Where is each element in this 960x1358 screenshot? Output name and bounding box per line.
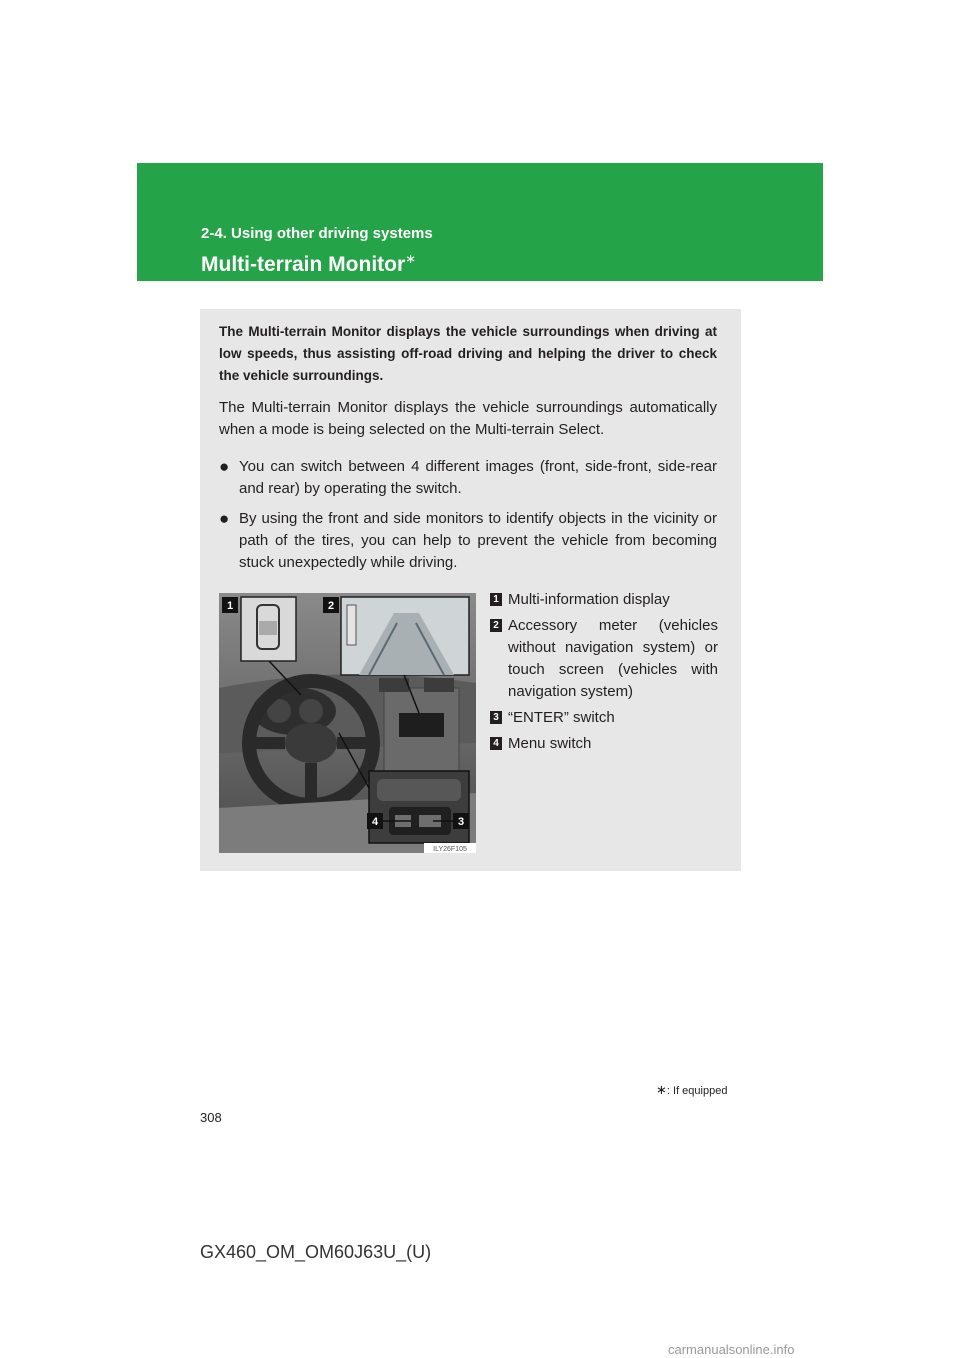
- figure-legend: [490, 589, 718, 759]
- footnote: [656, 1082, 727, 1098]
- callout-4-label: 4: [371, 816, 379, 828]
- body-paragraph: The Multi-terrain Monitor displays the vehicle surroundings automatically when a mode is being selected on the Multi-terrain Select.: [219, 399, 717, 438]
- header-band: [137, 163, 823, 281]
- callout-2-label: 2: [327, 600, 335, 612]
- footnote-asterisk: ∗: [656, 1082, 667, 1097]
- bullet-item: [219, 456, 717, 500]
- callout-3-label: 3: [457, 816, 465, 828]
- footnote-text: : If equipped: [666, 1085, 728, 1097]
- callout-1-label: 1: [226, 600, 234, 612]
- dashboard-illustration: [219, 593, 476, 853]
- title-asterisk: ∗: [405, 251, 417, 266]
- bullet-text: You can switch between 4 different images (front, side-front, side-rear and rear) by operating the switch.: [239, 458, 717, 497]
- legend-number: 4: [490, 737, 502, 750]
- document-code: GX460_OM_OM60J63U_(U): [200, 1242, 432, 1262]
- figure-code: ILY26F105: [433, 846, 467, 853]
- bullet-item: [219, 508, 717, 574]
- legend-label: Menu switch: [508, 735, 592, 752]
- bullet-dot-icon: ●: [219, 457, 230, 476]
- bullet-text: By using the front and side monitors to identify objects in the vicinity or path of the tires, you can help to prevent the vehicle from becoming stuck unexpectedly while driving.: [239, 510, 717, 571]
- page-title-text: Multi-terrain Monitor: [201, 253, 406, 276]
- legend-number: 2: [490, 619, 502, 632]
- legend-item: [490, 615, 718, 703]
- legend-number: 1: [490, 593, 502, 606]
- content-box: [200, 309, 741, 871]
- page-number: 308: [200, 1110, 222, 1125]
- section-label: 2-4. Using other driving systems: [201, 225, 433, 242]
- legend-label: “ENTER” switch: [508, 709, 615, 726]
- legend-label: Accessory meter (vehicles without navigation system) or touch screen (vehicles with navigation system): [508, 617, 718, 700]
- legend-label: Multi-information display: [508, 591, 670, 608]
- legend-item: [490, 733, 718, 755]
- bullet-dot-icon: ●: [219, 509, 230, 528]
- watermark: carmanualsonline.info: [668, 1342, 795, 1357]
- legend-item: [490, 707, 718, 729]
- legend-number: 3: [490, 711, 502, 724]
- legend-item: [490, 589, 718, 611]
- intro-paragraph: The Multi-terrain Monitor displays the vehicle surroundings when driving at low speeds, thus assisting off-road driving and helping the driver to check the vehicle surroundings.: [219, 324, 717, 383]
- page-title: [201, 251, 416, 277]
- dashboard-figure: [219, 593, 476, 853]
